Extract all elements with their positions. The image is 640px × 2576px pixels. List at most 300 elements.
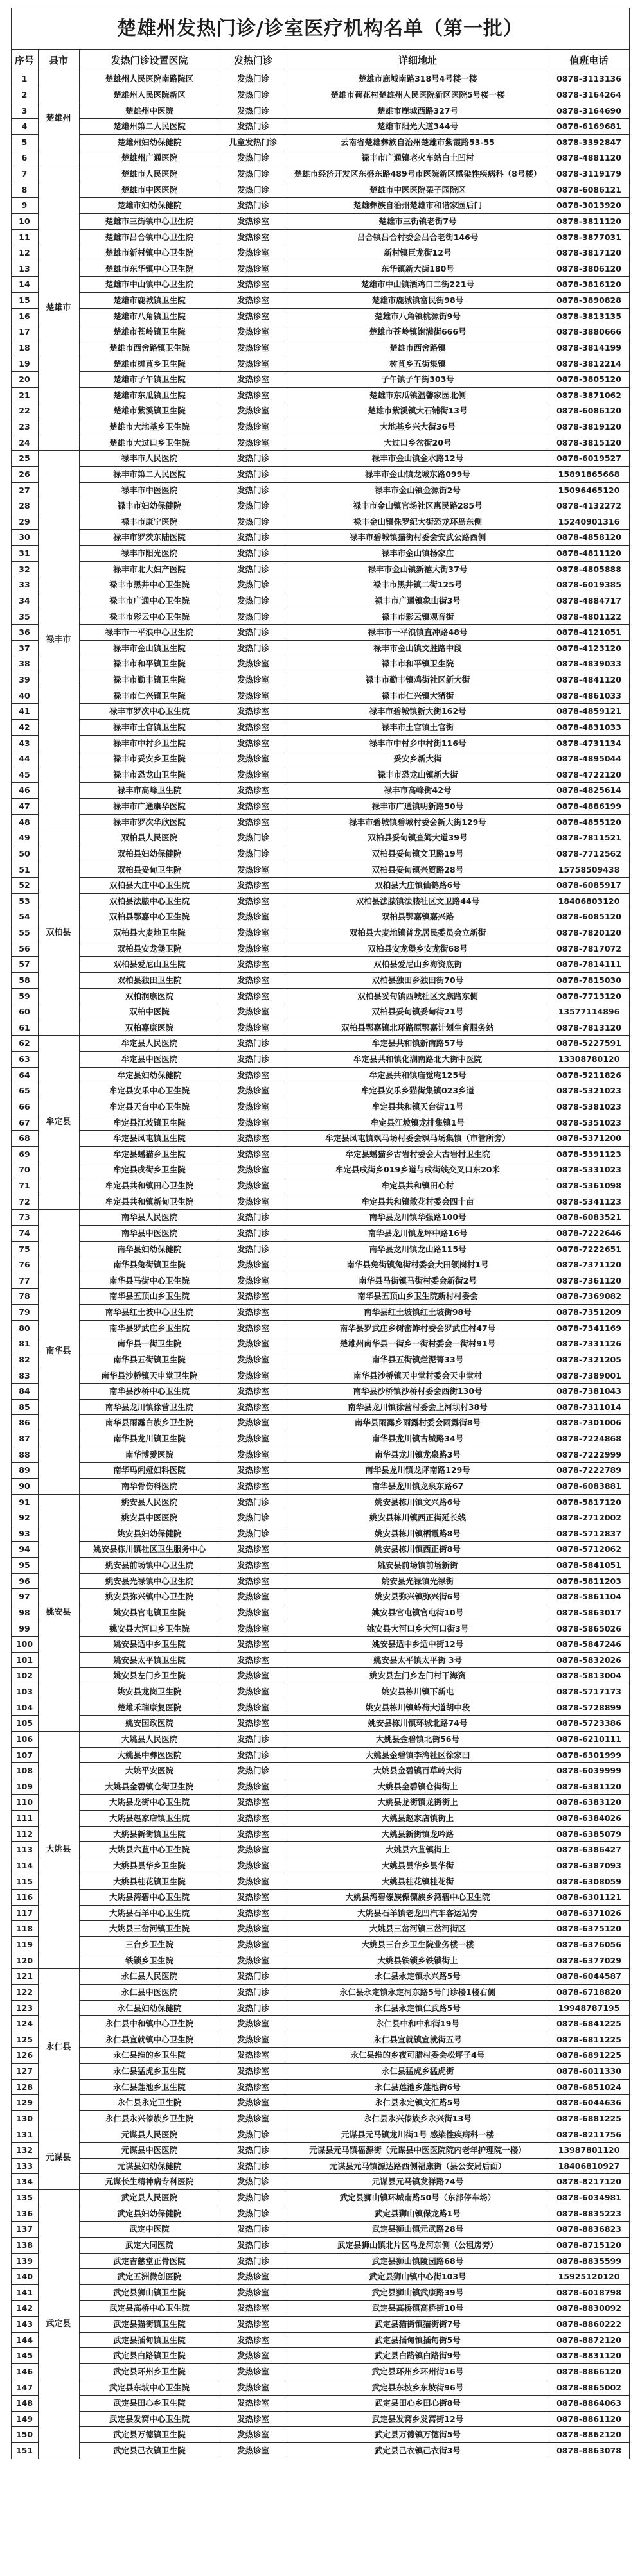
row-number-cell: 80 [11, 1320, 38, 1336]
clinic-type-cell: 发热诊室 [220, 1099, 287, 1115]
table-row [11, 213, 629, 229]
hospital-cell: 姚安县太平镇卫生院 [79, 1652, 220, 1668]
address-cell: 禄丰市金山镇金水路12号 [287, 451, 549, 467]
address-cell: 姚安县前场镇前场新街 [287, 1558, 549, 1574]
phone-cell: 0878-3805120 [549, 372, 629, 388]
clinic-type-cell: 发热诊室 [220, 1542, 287, 1558]
hospital-cell: 楚雄市紫溪镇卫生院 [79, 403, 220, 419]
address-cell: 禄丰市彩云镇观音街 [287, 609, 549, 625]
table-row [11, 71, 629, 87]
table-row [11, 640, 629, 656]
row-number-cell: 56 [11, 941, 38, 957]
phone-cell: 0878-6019527 [549, 451, 629, 467]
table-row [11, 878, 629, 894]
clinic-type-cell: 发热诊室 [220, 213, 287, 229]
row-number-cell: 119 [11, 1937, 38, 1953]
clinic-type-cell: 发热诊室 [220, 1652, 287, 1668]
table-row [11, 1589, 629, 1605]
table-row [11, 546, 629, 562]
hospital-cell: 南华县兔街镇卫生院 [79, 1257, 220, 1273]
clinic-type-cell: 发热诊室 [220, 672, 287, 688]
phone-cell: 18406810927 [549, 2158, 629, 2174]
clinic-type-cell: 发热诊室 [220, 435, 287, 451]
address-cell: 武定县狮山镇陵园路68号 [287, 2253, 549, 2269]
table-row [11, 1368, 629, 1384]
clinic-type-cell: 发热门诊 [220, 1969, 287, 1985]
clinic-type-cell: 发热诊室 [220, 1937, 287, 1953]
clinic-type-cell: 发热诊室 [220, 1858, 287, 1874]
phone-cell: 0878-5211826 [549, 1067, 629, 1083]
row-number-cell: 117 [11, 1905, 38, 1921]
row-number-cell: 95 [11, 1558, 38, 1574]
row-number-cell: 121 [11, 1969, 38, 1985]
address-cell: 牟定县戌街乡019乡道与戌街线交叉口东20米 [287, 1162, 549, 1178]
table-row [11, 1605, 629, 1621]
hospital-cell: 南华县龙川镇徐营卫生院 [79, 1399, 220, 1415]
row-number-cell: 111 [11, 1811, 38, 1827]
address-cell: 双柏县妥甸镇查姆大道39号 [287, 830, 549, 846]
address-cell: 双柏县大麦地镇普龙居民委员会立新街 [287, 925, 549, 941]
address-cell: 禄丰金山镇侏罗纪大街恐龙环岛东侧 [287, 514, 549, 530]
address-cell: 南华县兔街镇兔街村委会大田领岗村1号 [287, 1257, 549, 1273]
row-number-cell: 138 [11, 2237, 38, 2253]
clinic-type-cell: 发热门诊 [220, 1510, 287, 1526]
hospital-cell: 元谋县妇幼保健院 [79, 2158, 220, 2174]
table-row [11, 2301, 629, 2317]
address-cell: 南华县红土坡镇红土坡街98号 [287, 1305, 549, 1321]
row-number-cell: 66 [11, 1099, 38, 1115]
phone-cell: 0878-6718820 [549, 1984, 629, 2000]
phone-cell: 0878-3815120 [549, 435, 629, 451]
clinic-type-cell: 发热诊室 [220, 1921, 287, 1937]
row-number-cell: 112 [11, 1826, 38, 1842]
table-row [11, 719, 629, 735]
clinic-type-cell: 发热诊室 [220, 1605, 287, 1621]
hospital-cell: 楚雄州中医院 [79, 103, 220, 119]
phone-cell: 0878-7341169 [549, 1320, 629, 1336]
hospital-cell: 南华县罗武庄乡卫生院 [79, 1320, 220, 1336]
table-row [11, 1305, 629, 1321]
row-number-cell: 54 [11, 909, 38, 925]
phone-cell: 0878-7369082 [549, 1289, 629, 1305]
hospital-cell: 禄丰市金山镇卫生院 [79, 640, 220, 656]
hospital-cell: 武定县妇幼保健院 [79, 2206, 220, 2222]
row-number-cell: 120 [11, 1953, 38, 1969]
phone-cell: 0878-8836823 [549, 2222, 629, 2238]
table-row [11, 830, 629, 846]
address-cell: 大姚县金碧镇北街56号 [287, 1731, 549, 1747]
county-cell: 禄丰市 [38, 451, 79, 830]
phone-cell: 0878-7222651 [549, 1241, 629, 1257]
row-number-cell: 127 [11, 2064, 38, 2080]
hospital-cell: 禄丰市妥安乡卫生院 [79, 751, 220, 767]
phone-cell: 0878-6169681 [549, 119, 629, 135]
hospital-cell: 牟定县人民医院 [79, 1036, 220, 1052]
clinic-type-cell: 发热诊室 [220, 1336, 287, 1352]
hospital-cell: 牟定县凤屯镇卫生院 [79, 1131, 220, 1147]
row-number-cell: 130 [11, 2110, 38, 2127]
row-number-cell: 43 [11, 735, 38, 751]
phone-cell: 0878-7222999 [549, 1447, 629, 1463]
table-row [11, 2396, 629, 2412]
hospital-cell: 禄丰市土官镇卫生院 [79, 719, 220, 735]
table-row [11, 340, 629, 356]
row-number-cell: 125 [11, 2032, 38, 2048]
hospital-cell: 双柏县法脿中心卫生院 [79, 893, 220, 909]
table-row [11, 862, 629, 878]
address-cell: 双柏县法脿镇法脿社区文卫路44号 [287, 893, 549, 909]
clinic-type-cell: 发热诊室 [220, 988, 287, 1004]
address-cell: 楚雄市紫溪镇大石铺街13号 [287, 403, 549, 419]
address-cell: 楚雄彝族自治州楚雄市和谐家园后门 [287, 198, 549, 214]
table-row [11, 1763, 629, 1779]
clinic-type-cell: 发热门诊 [220, 87, 287, 103]
address-cell: 树苴乡五街集镇 [287, 356, 549, 372]
address-cell: 牟定县凤屯镇飒马场村委会飒马场集镇（市管所旁） [287, 1131, 549, 1147]
address-cell: 双柏县妥甸镇兴贸路28号 [287, 862, 549, 878]
phone-cell: 0878-8217120 [549, 2174, 629, 2190]
county-cell: 楚雄市 [38, 166, 79, 451]
clinic-type-cell: 发热门诊 [220, 2000, 287, 2016]
table-row [11, 814, 629, 830]
title-row [11, 8, 629, 50]
table-row [11, 2158, 629, 2174]
phone-cell: 0878-4841120 [549, 672, 629, 688]
phone-cell: 0878-5861104 [549, 1589, 629, 1605]
row-number-cell: 1 [11, 71, 38, 87]
header-row [11, 49, 629, 71]
clinic-type-cell: 发热门诊 [220, 198, 287, 214]
phone-cell: 0878-5813004 [549, 1668, 629, 1684]
row-number-cell: 40 [11, 688, 38, 704]
table-row [11, 514, 629, 530]
row-number-cell: 36 [11, 625, 38, 641]
hospital-cell: 大姚县龙街中心卫生院 [79, 1795, 220, 1811]
clinic-type-cell: 发热诊室 [220, 261, 287, 277]
table-row [11, 2064, 629, 2080]
hospital-cell: 元谋县人民医院 [79, 2127, 220, 2143]
table-row [11, 1652, 629, 1668]
row-number-cell: 15 [11, 293, 38, 309]
row-number-cell: 114 [11, 1858, 38, 1874]
table-row [11, 1320, 629, 1336]
row-number-cell: 131 [11, 2127, 38, 2143]
table-row [11, 1811, 629, 1827]
hospital-cell: 南华县五顶山乡卫生院 [79, 1289, 220, 1305]
clinic-type-cell: 发热门诊 [220, 2206, 287, 2222]
hospital-cell: 牟定县共和镇新甸卫生院 [79, 1194, 220, 1210]
phone-cell: 0878-5381023 [549, 1099, 629, 1115]
hospital-cell: 双柏县鄂嘉中心卫生院 [79, 909, 220, 925]
row-number-cell: 137 [11, 2222, 38, 2238]
hospital-cell: 姚安县中医医院 [79, 1510, 220, 1526]
address-cell: 牟定县共和镇天台街11号 [287, 1099, 549, 1115]
clinic-table-body [11, 71, 629, 2459]
address-cell: 元谋县元马镇龙川街1号 感染性疾病科一楼 [287, 2127, 549, 2143]
phone-cell: 0878-7222789 [549, 1463, 629, 1479]
hospital-cell: 永仁县莲池乡卫生院 [79, 2079, 220, 2095]
phone-cell: 0878-6377029 [549, 1953, 629, 1969]
address-cell: 禄丰市中村乡中村街116号 [287, 735, 549, 751]
address-cell: 双柏县大庄镇仙鹤路6号 [287, 878, 549, 894]
address-cell: 牟定县共和镇庙觉庵125号 [287, 1067, 549, 1083]
row-number-cell: 87 [11, 1431, 38, 1447]
address-cell: 双柏县安龙堡乡安龙街68号 [287, 941, 549, 957]
hospital-cell: 姚安县光禄镇中心卫生院 [79, 1573, 220, 1589]
row-number-cell: 32 [11, 561, 38, 577]
table-row [11, 2348, 629, 2364]
clinic-type-cell: 发热门诊 [220, 546, 287, 562]
clinic-type-cell: 发热诊室 [220, 1621, 287, 1637]
address-cell: 元谋县元马镇福源街（元谋县中医医院院内老年护理院一楼） [287, 2143, 549, 2159]
table-row [11, 593, 629, 609]
hospital-cell: 双柏县独田卫生院 [79, 972, 220, 988]
phone-cell: 0878-3819120 [549, 419, 629, 435]
clinic-type-cell: 发热诊室 [220, 2332, 287, 2348]
address-cell: 牟定县共和镇新南路57号 [287, 1036, 549, 1052]
address-cell: 永仁县永定镇永兴路5号 [287, 1969, 549, 1985]
address-cell: 南华县罗武庄乡树密鲊村委会罗武庄村47号 [287, 1320, 549, 1336]
address-cell: 双柏县妥甸镇西城社区文康路东侧 [287, 988, 549, 1004]
row-number-cell: 149 [11, 2411, 38, 2427]
hospital-cell: 双柏县人民医院 [79, 830, 220, 846]
address-cell: 禄丰市金山镇官场社区惠民路285号 [287, 498, 549, 514]
hospital-cell: 姚安县妇幼保健院 [79, 1526, 220, 1542]
hospital-cell: 南华县沙桥中心卫生院 [79, 1384, 220, 1400]
hospital-cell: 牟定县江坡镇卫生院 [79, 1115, 220, 1131]
address-cell: 永仁县永定镇文汇路5号 [287, 2095, 549, 2111]
hospital-cell: 南华县一街卫生院 [79, 1336, 220, 1352]
hospital-cell: 武定县东坡中心卫生院 [79, 2380, 220, 2396]
phone-cell: 0878-6371026 [549, 1905, 629, 1921]
phone-cell: 0878-8863078 [549, 2443, 629, 2459]
table-row [11, 1336, 629, 1352]
hospital-cell: 大姚县六苴中心卫生院 [79, 1842, 220, 1858]
table-row [11, 1257, 629, 1273]
column-header-clinic-type: 发热门诊 [220, 49, 287, 71]
phone-cell: 15240901316 [549, 514, 629, 530]
address-cell: 姚安县弥兴镇弥兴街6号 [287, 1589, 549, 1605]
phone-cell: 0878-6891225 [549, 2048, 629, 2064]
hospital-cell: 武定县田心乡卫生院 [79, 2396, 220, 2412]
clinic-type-cell: 发热诊室 [220, 245, 287, 261]
phone-cell: 0878-3816120 [549, 277, 629, 293]
hospital-cell: 大姚县湾碧中心卫生院 [79, 1890, 220, 1906]
table-row [11, 1984, 629, 2000]
row-number-cell: 93 [11, 1526, 38, 1542]
row-number-cell: 107 [11, 1747, 38, 1763]
row-number-cell: 18 [11, 340, 38, 356]
address-cell: 姚安县光禄镇光禄街 [287, 1573, 549, 1589]
hospital-cell: 禄丰市北大妇产医院 [79, 561, 220, 577]
hospital-cell: 大姚县中彝医医院 [79, 1747, 220, 1763]
clinic-type-cell: 发热诊室 [220, 1320, 287, 1336]
phone-cell: 0878-7389001 [549, 1368, 629, 1384]
row-number-cell: 10 [11, 213, 38, 229]
clinic-type-cell: 发热诊室 [220, 1083, 287, 1099]
address-cell: 永仁县中和中和街19号 [287, 2016, 549, 2032]
phone-cell: 0878-6044587 [549, 1969, 629, 1985]
table-row [11, 1621, 629, 1637]
table-row [11, 799, 629, 815]
clinic-type-cell: 发热诊室 [220, 372, 287, 388]
row-number-cell: 85 [11, 1399, 38, 1415]
row-number-cell: 9 [11, 198, 38, 214]
table-row [11, 704, 629, 720]
table-row [11, 1558, 629, 1574]
hospital-cell: 三台乡卫生院 [79, 1937, 220, 1953]
row-number-cell: 2 [11, 87, 38, 103]
address-cell: 禄丰市金山镇金源街2号 [287, 482, 549, 498]
hospital-cell: 双柏润康医院 [79, 988, 220, 1004]
phone-cell: 0878-3013920 [549, 198, 629, 214]
row-number-cell: 77 [11, 1273, 38, 1289]
phone-cell: 0878-7381043 [549, 1384, 629, 1400]
clinic-type-cell: 发热门诊 [220, 1526, 287, 1542]
phone-cell: 0878-6019385 [549, 577, 629, 593]
row-number-cell: 70 [11, 1162, 38, 1178]
phone-cell: 0878-6381120 [549, 1779, 629, 1795]
clinic-type-cell: 发热诊室 [220, 1115, 287, 1131]
hospital-cell: 南华县中医医院 [79, 1225, 220, 1241]
table-row [11, 1162, 629, 1178]
hospital-cell: 楚雄市吕合镇中心卫生院 [79, 229, 220, 245]
phone-cell: 19948787195 [549, 2000, 629, 2016]
address-cell: 武定县万德镇万德街5号 [287, 2427, 549, 2443]
table-row [11, 909, 629, 925]
address-cell: 禄丰市一平浪镇直冲路48号 [287, 625, 549, 641]
hospital-cell: 禄丰市恐龙山卫生院 [79, 767, 220, 783]
row-number-cell: 76 [11, 1257, 38, 1273]
address-cell: 武定县插甸镇插甸街5号 [287, 2332, 549, 2348]
hospital-cell: 禄丰市和平镇卫生院 [79, 656, 220, 672]
row-number-cell: 84 [11, 1384, 38, 1400]
hospital-cell: 楚雄市子午镇卫生院 [79, 372, 220, 388]
table-row [11, 988, 629, 1004]
address-cell: 武定县狮山镇保龙路1号 [287, 2206, 549, 2222]
row-number-cell: 74 [11, 1225, 38, 1241]
address-cell: 牟定县共和镇散花村委会四十亩 [287, 1194, 549, 1210]
phone-cell: 0878-4825614 [549, 783, 629, 799]
row-number-cell: 35 [11, 609, 38, 625]
table-row [11, 2284, 629, 2301]
row-number-cell: 34 [11, 593, 38, 609]
row-number-cell: 14 [11, 277, 38, 293]
phone-cell: 0878-6881225 [549, 2110, 629, 2127]
hospital-cell: 武定县己衣镇卫生院 [79, 2443, 220, 2459]
phone-cell: 0878-3813135 [549, 308, 629, 324]
clinic-type-cell: 发热诊室 [220, 1146, 287, 1162]
address-cell: 永仁县猛虎乡猛虎街 [287, 2064, 549, 2080]
address-cell: 武定县发窝乡发窝街12号 [287, 2411, 549, 2427]
row-number-cell: 97 [11, 1589, 38, 1605]
phone-cell: 0878-5863017 [549, 1605, 629, 1621]
table-row [11, 1858, 629, 1874]
phone-cell: 0878-5865026 [549, 1621, 629, 1637]
clinic-type-cell: 发热诊室 [220, 719, 287, 735]
phone-cell: 0878-6387093 [549, 1858, 629, 1874]
clinic-type-cell: 发热诊室 [220, 293, 287, 309]
phone-cell: 0878-6039999 [549, 1763, 629, 1779]
hospital-cell: 永仁县永兴傣族乡卫生院 [79, 2110, 220, 2127]
row-number-cell: 37 [11, 640, 38, 656]
phone-cell: 0878-8864063 [549, 2396, 629, 2412]
table-row [11, 1542, 629, 1558]
hospital-cell: 武定县高桥中心卫生院 [79, 2301, 220, 2317]
table-row [11, 435, 629, 451]
table-row [11, 2253, 629, 2269]
column-header-seq: 序号 [11, 49, 38, 71]
table-row [11, 1115, 629, 1131]
row-number-cell: 22 [11, 403, 38, 419]
phone-cell: 0878-3812214 [549, 356, 629, 372]
row-number-cell: 115 [11, 1874, 38, 1890]
hospital-cell: 禄丰市中医医院 [79, 482, 220, 498]
clinic-type-cell: 发热诊室 [220, 1352, 287, 1368]
row-number-cell: 29 [11, 514, 38, 530]
clinic-type-cell: 发热诊室 [220, 2284, 287, 2301]
clinic-type-cell: 发热诊室 [220, 1162, 287, 1178]
address-cell: 双柏县爱尼山乡海资底街 [287, 957, 549, 973]
table-row [11, 2079, 629, 2095]
clinic-type-cell: 发热门诊 [220, 1210, 287, 1226]
table-row [11, 419, 629, 435]
clinic-type-cell: 发热诊室 [220, 1463, 287, 1479]
county-cell: 楚雄州 [38, 71, 79, 166]
clinic-type-cell: 发热诊室 [220, 1131, 287, 1147]
table-row [11, 2110, 629, 2127]
phone-cell: 13577114896 [549, 1004, 629, 1020]
clinic-type-cell: 发热诊室 [220, 1273, 287, 1289]
hospital-cell: 南华县红土坡中心卫生院 [79, 1305, 220, 1321]
table-row [11, 1890, 629, 1906]
table-row [11, 166, 629, 182]
phone-cell: 0878-7814111 [549, 957, 629, 973]
row-number-cell: 26 [11, 466, 38, 482]
table-row [11, 1478, 629, 1494]
clinic-type-cell: 发热门诊 [220, 2222, 287, 2238]
address-cell: 姚安县太平镇太平街 3号 [287, 1652, 549, 1668]
address-cell: 禄丰市勤丰镇鸡街社区新大街 [287, 672, 549, 688]
clinic-type-cell: 发热诊室 [220, 1779, 287, 1795]
clinic-type-cell: 发热诊室 [220, 656, 287, 672]
table-row [11, 1795, 629, 1811]
phone-cell: 0878-6811225 [549, 2032, 629, 2048]
row-number-cell: 132 [11, 2143, 38, 2159]
phone-cell: 0878-5351023 [549, 1115, 629, 1131]
hospital-cell: 楚雄市妇幼保健院 [79, 198, 220, 214]
address-cell: 南华县龙川镇古城路34号 [287, 1431, 549, 1447]
table-row [11, 308, 629, 324]
phone-cell: 0878-6044636 [549, 2095, 629, 2111]
phone-cell: 15925120120 [549, 2269, 629, 2285]
phone-cell: 0878-4858120 [549, 530, 629, 546]
hospital-cell: 禄丰市阳光医院 [79, 546, 220, 562]
row-number-cell: 7 [11, 166, 38, 182]
address-cell: 大姚县三岔河镇三岔河街区 [287, 1921, 549, 1937]
row-number-cell: 126 [11, 2048, 38, 2064]
table-row [11, 1526, 629, 1542]
row-number-cell: 98 [11, 1605, 38, 1621]
address-cell: 新村镇巨龙街12号 [287, 245, 549, 261]
address-cell: 禄丰市广通镇象山街3号 [287, 593, 549, 609]
phone-cell: 15891865668 [549, 466, 629, 482]
hospital-cell: 楚雄禾瑞康复医院 [79, 1700, 220, 1716]
hospital-cell: 姚安县人民医院 [79, 1494, 220, 1510]
phone-cell: 0878-5817120 [549, 1494, 629, 1510]
hospital-cell: 姚安县龙岗卫生院 [79, 1684, 220, 1700]
table-row [11, 119, 629, 135]
